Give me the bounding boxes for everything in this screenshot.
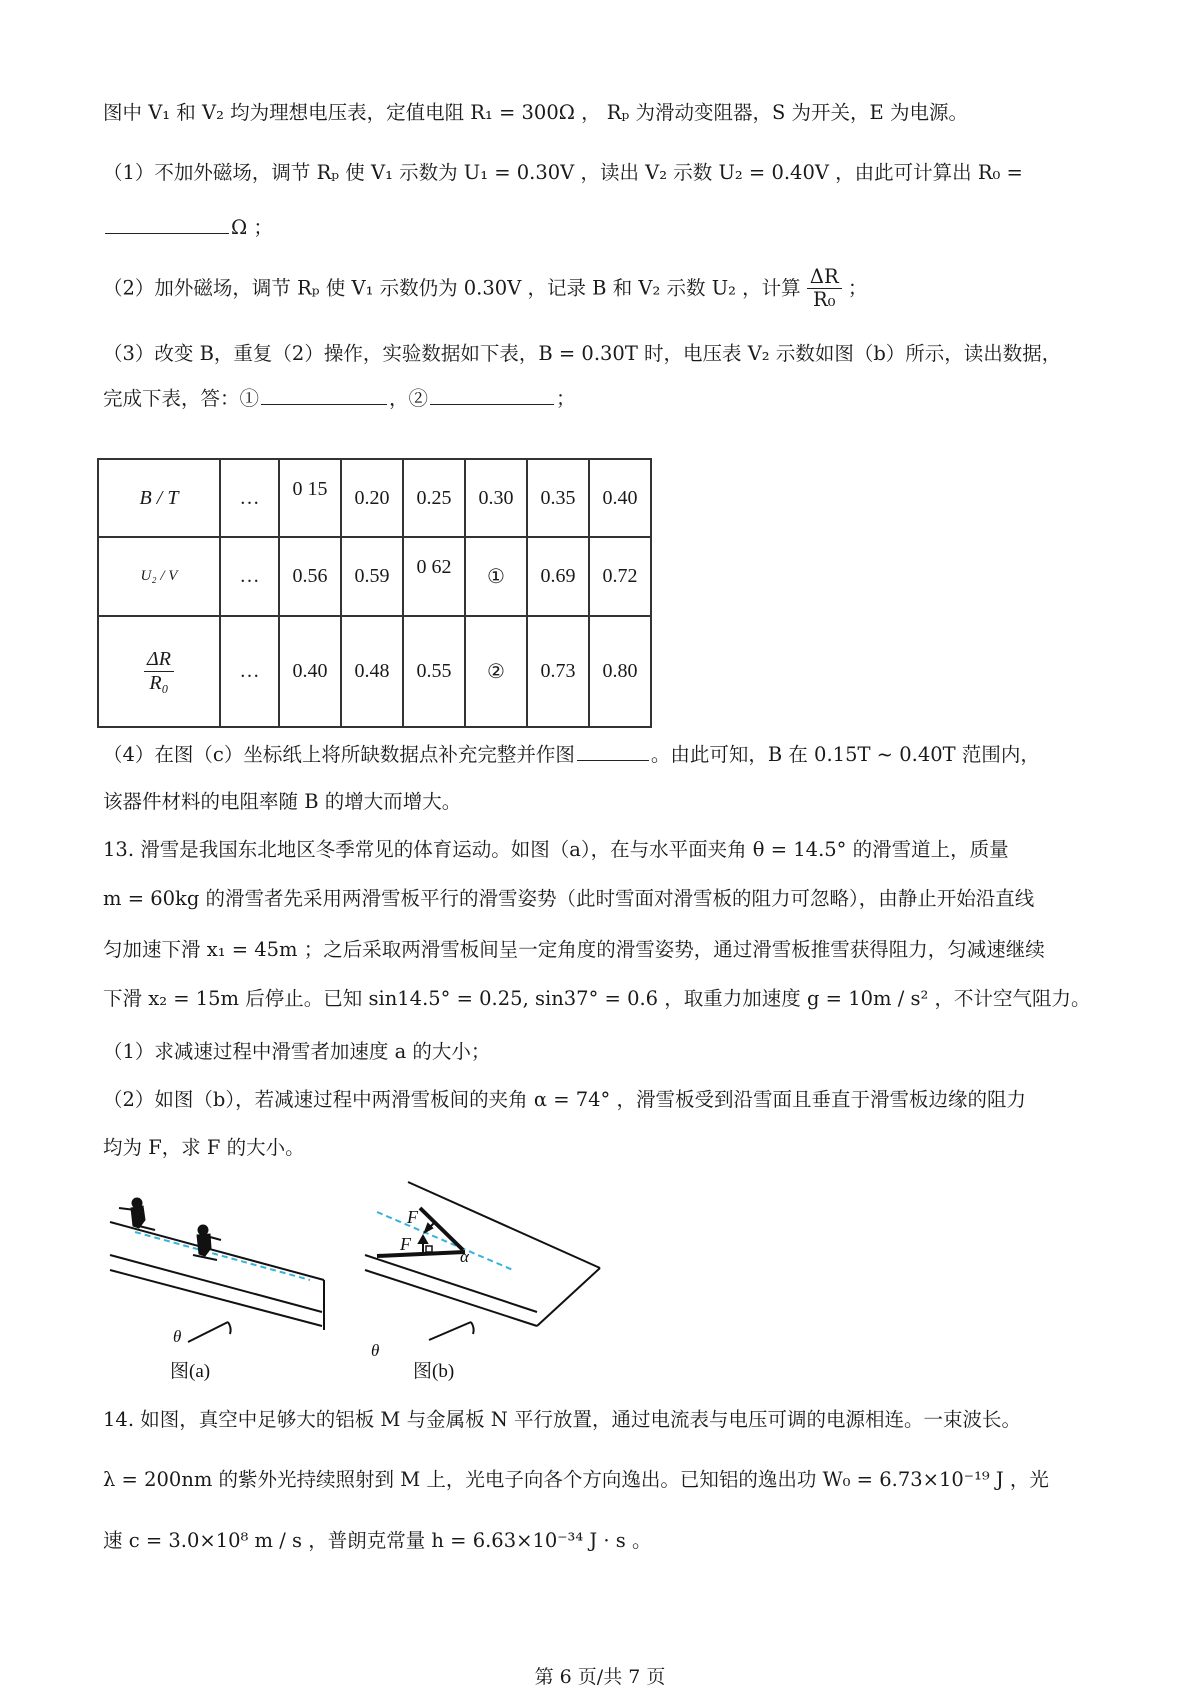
- ski-boards: [377, 1208, 465, 1256]
- figure-a: [110, 1222, 324, 1342]
- table-cell: 0.20: [341, 459, 403, 537]
- question-14-line-3: 速 c = 3.0×10⁸ m / s ，普朗克常量 h = 6.63×10⁻³⁴ J · s 。: [103, 1529, 652, 1552]
- question-13-part-1: （1）求减速过程中滑雪者加速度 a 的大小；: [103, 1040, 491, 1063]
- question-13-part-2: （2）如图（b），若减速过程中两滑雪板间的夹角 α = 74° ，滑雪板受到沿雪面且垂直于滑雪板边缘的阻力: [103, 1088, 1027, 1111]
- answers-prefix: 完成下表，答：①: [103, 387, 260, 410]
- question-13-line-3: 匀加速下滑 x₁ = 45m ；之后采取两滑雪板间呈一定角度的滑雪姿势，通过滑雪板推雪获得阻力，匀减速继续: [103, 938, 1045, 961]
- fraction-numerator: ΔR: [807, 266, 842, 289]
- question-13-line-4: 下滑 x₂ = 15m 后停止。已知 sin14.5° = 0.25, sin37° = 0.6 ，取重力加速度 g = 10m / s² ，不计空气阻力。: [103, 987, 1091, 1010]
- answers-end: ；: [556, 387, 576, 410]
- row-label-delta-r: [98, 616, 220, 727]
- theta-label: θ: [371, 1341, 380, 1360]
- delta-r-fraction: [144, 648, 174, 695]
- question-12-conclusion: 该器件材料的电阻率随 B 的增大而增大。: [103, 790, 462, 813]
- table-cell: 0.48: [341, 616, 403, 727]
- table-cell: …: [220, 537, 279, 616]
- ski-figures: [95, 1170, 635, 1385]
- theta-label: θ: [173, 1327, 182, 1346]
- answer-blank-r0: [103, 218, 273, 238]
- force-label-1: F: [407, 1207, 418, 1227]
- table-cell: 0.35: [527, 459, 589, 537]
- table-row: [98, 459, 651, 537]
- question-14-line-2: λ = 200nm 的紫外光持续照射到 M 上，光电子向各个方向逸出。已知铝的逸出功 W₀ = 6.73×10⁻¹⁹ J ，光: [103, 1468, 1049, 1491]
- blank-2: [430, 403, 554, 405]
- page-footer: 第 6 页/共 7 页: [534, 1666, 666, 1688]
- fraction-denominator: R₀: [812, 288, 836, 312]
- table-cell: 0.55: [403, 616, 465, 727]
- part-4-text: （4）在图（c）坐标纸上将所缺数据点补充完整并作图: [103, 743, 575, 766]
- table-cell: 0.59: [341, 537, 403, 616]
- ohm-unit: Ω ；: [231, 216, 273, 239]
- table-cell: ②: [465, 616, 527, 727]
- blank-1: [261, 403, 387, 405]
- figure-a-caption: 图(a): [170, 1361, 211, 1382]
- fraction-numerator: ΔR: [144, 648, 174, 672]
- blank-line: [105, 232, 229, 234]
- ski-path-dashed: [135, 1232, 310, 1280]
- figure-b: [365, 1182, 600, 1340]
- question-12-part-1: （1）不加外磁场，调节 Rₚ 使 V₁ 示数为 U₁ = 0.30V ，读出 V₂ 示数 U₂ = 0.40V ，由此可计算出 R₀ =: [103, 161, 1023, 184]
- part-4-rest: 。由此可知，B 在 0.15T ~ 0.40T 范围内，: [650, 743, 1040, 766]
- table-cell: 0.80: [589, 616, 651, 727]
- question-12-part-4: [103, 745, 1040, 765]
- delta-r-fraction: [807, 266, 842, 312]
- table-cell: 0.72: [589, 537, 651, 616]
- force-label-2: F: [400, 1234, 411, 1254]
- table-cell: 0.25: [403, 459, 465, 537]
- table-cell: …: [220, 616, 279, 727]
- data-table: [97, 458, 652, 728]
- part-2-text: （2）加外磁场，调节 Rₚ 使 V₁ 示数仍为 0.30V ，记录 B 和 V₂ 示数 U₂ ，计算: [103, 276, 801, 300]
- alpha-label: α: [460, 1247, 469, 1266]
- table-cell: …: [220, 459, 279, 537]
- question-13-part-2-end: 均为 F，求 F 的大小。: [103, 1136, 305, 1159]
- row-label-b: B / T: [98, 459, 220, 537]
- table-row: [98, 537, 651, 616]
- question-13-line-1: 13. 滑雪是我国东北地区冬季常见的体育运动。如图（a），在与水平面夹角 θ = 14.5° 的滑雪道上，质量: [103, 838, 1009, 861]
- question-12-part-3: （3）改变 B，重复（2）操作，实验数据如下表，B = 0.30T 时，电压表 V₂ 示数如图（b）所示，读出数据，: [103, 342, 1062, 365]
- blank-graph: [577, 759, 649, 761]
- figure-b-caption: 图(b): [413, 1361, 455, 1382]
- part-2-end: ；: [847, 276, 868, 300]
- table-cell: 0.40: [279, 616, 341, 727]
- table-cell: 0.56: [279, 537, 341, 616]
- question-14-line-1: 14. 如图，真空中足够大的铝板 M 与金属板 N 平行放置，通过电流表与电压可调的电源相连。一束波长。: [103, 1408, 1022, 1431]
- table-cell: 0 15: [279, 459, 341, 537]
- table-cell: 0.40: [589, 459, 651, 537]
- force-arrows: [419, 1222, 435, 1254]
- table-cell: ①: [465, 537, 527, 616]
- question-13-line-2: m = 60kg 的滑雪者先采用两滑雪板平行的滑雪姿势（此时雪面对滑雪板的阻力可忽略），由静止开始沿直线: [103, 887, 1035, 910]
- text-line-1: 图中 V₁ 和 V₂ 均为理想电压表，定值电阻 R₁ = 300Ω ， Rₚ 为滑动变阻器，S 为开关，E 为电源。: [103, 101, 968, 124]
- table-cell: 0.69: [527, 537, 589, 616]
- fraction-denominator: R₀: [149, 672, 169, 694]
- row-label-u2: U₂ / V: [98, 537, 220, 616]
- question-12-part-3-answers: [103, 389, 576, 409]
- table-cell: 0 62: [403, 537, 465, 616]
- table-cell: 0.30: [465, 459, 527, 537]
- answers-sep: ，②: [389, 387, 429, 410]
- table-cell: 0.73: [527, 616, 589, 727]
- table-row: [98, 616, 651, 727]
- question-12-part-2: [103, 266, 867, 312]
